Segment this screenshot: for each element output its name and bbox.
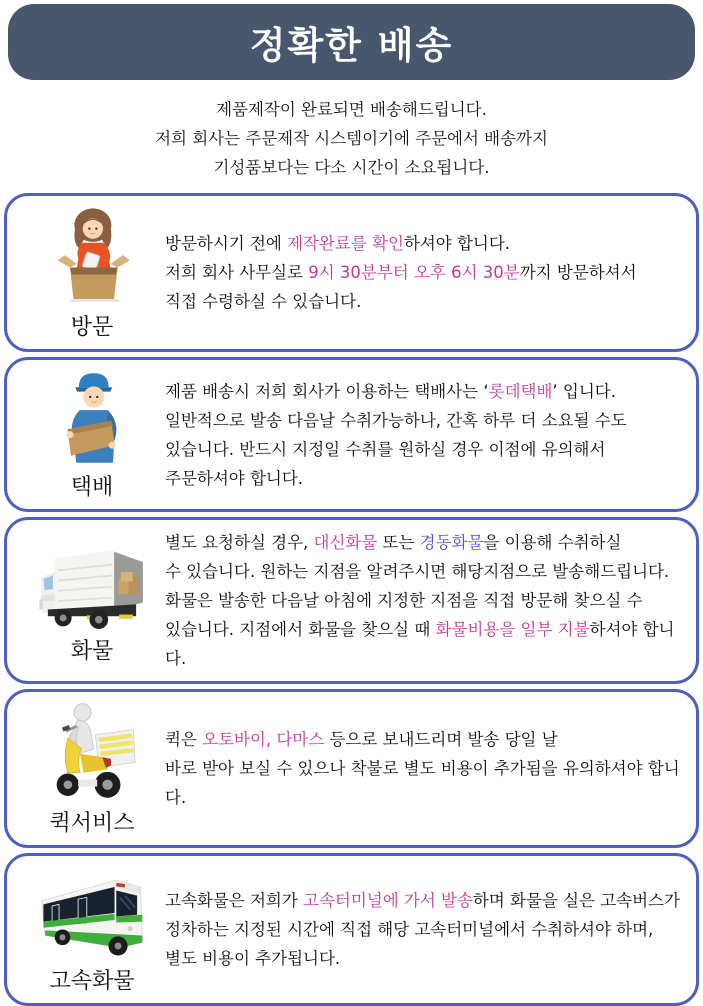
section-visit (4, 193, 699, 352)
text-segment: 직접 수령하실 수 있습니다. (165, 292, 362, 311)
text-line (165, 615, 682, 673)
section-label: 고속화물 (49, 969, 135, 994)
delivery-scooter-icon (42, 700, 142, 804)
highlighted-text: 롯데택배 (488, 381, 553, 401)
text-segment: 별도 요청하실 경우, (165, 533, 314, 552)
delivery-notice-page (0, 4, 703, 994)
highlighted-text: 오토바이, 다마스 (202, 730, 325, 749)
text-segment: 정차하는 지정된 시간에 직접 해당 고속터미널에서 수취하셔야 하며, (165, 920, 654, 939)
text-segment: ’ 입니다. (552, 381, 616, 401)
text-line (165, 377, 682, 406)
text-segment: 있습니다. 지점에서 화물을 찾으실 때 (165, 620, 436, 639)
section-label: 퀵서비스 (49, 811, 135, 836)
text-segment: 제품 배송시 저희 회사가 이용하는 택배사는 ‘ (165, 381, 489, 401)
text-segment: 화물은 발송한 다음날 아침에 지정한 지점을 직접 방문해 찾으실 수 (165, 591, 643, 610)
text-segment: 하셔야 합니다. (165, 620, 675, 668)
visit-icon-column (33, 204, 151, 341)
highlighted-text: 대신화물 (313, 533, 378, 552)
text-segment: 방문하시기 전에 (165, 234, 288, 253)
text-line (165, 944, 682, 973)
text-line (165, 915, 682, 944)
section-express (4, 853, 699, 1006)
text-line (165, 725, 682, 754)
section-text (151, 528, 682, 673)
section-text (151, 229, 682, 316)
text-line (165, 435, 682, 464)
freight-icon-column (33, 536, 151, 665)
text-line (165, 287, 682, 316)
express-bus-icon (33, 864, 151, 962)
text-segment: 있습니다. 반드시 지정일 수취를 원하실 경우 이점에 유의해서 (165, 439, 606, 459)
text-segment: 일반적으로 발송 다음날 수취가능하나, 간혹 하루 더 소요될 수도 (165, 410, 627, 430)
highlighted-text: 경동화물 (419, 533, 484, 552)
page-header (8, 4, 695, 80)
highlighted-text: 9시 30분부터 오후 6시 30분 (308, 263, 520, 282)
text-segment: 또는 (377, 533, 420, 552)
section-label: 화물 (70, 639, 114, 664)
text-segment: 하며 화물을 실은 고속버스가 (472, 891, 680, 910)
text-line (165, 464, 682, 493)
text-line (165, 528, 682, 557)
intro-line: 제품제작이 완료되면 배송해드립니다. (216, 100, 487, 119)
section-label: 방문 (70, 315, 114, 340)
section-text (151, 377, 682, 493)
section-label: 택배 (70, 475, 114, 500)
text-segment: 하셔야 합니다. (403, 234, 511, 253)
intro-line: 저희 회사는 주문제작 시스템이기에 주문에서 배송까지 (155, 129, 548, 148)
intro-line: 기성품보다는 다소 시간이 소요됩니다. (213, 158, 490, 177)
cargo-truck-icon (36, 536, 148, 632)
highlighted-text: 제작완료를 확인 (287, 234, 404, 253)
text-line (165, 886, 682, 915)
woman-packing-box-icon (43, 204, 141, 308)
intro-text (0, 95, 703, 182)
text-line (165, 586, 682, 615)
section-freight (4, 517, 699, 684)
parcel-icon-column (33, 368, 151, 501)
text-line (165, 754, 682, 812)
highlighted-text: 고속터미널에 가서 발송 (303, 891, 473, 910)
text-line (165, 258, 682, 287)
text-segment: 저희 회사 사무실로 (165, 263, 309, 282)
section-text (151, 886, 682, 973)
section-parcel (4, 357, 699, 512)
text-segment: 바로 받아 보실 수 있으나 착불로 별도 비용이 추가됨을 유의하셔야 합니다. (165, 759, 680, 807)
section-list (0, 193, 703, 1006)
highlighted-text: 화물비용을 일부 지불 (435, 620, 590, 639)
text-line (165, 229, 682, 258)
section-quick (4, 689, 699, 848)
quick-icon-column (33, 700, 151, 837)
text-segment: 별도 비용이 추가됩니다. (165, 949, 341, 968)
text-segment: 까지 방문하셔서 (519, 263, 637, 282)
text-line (165, 557, 682, 586)
text-line (165, 406, 682, 435)
text-segment: 주문하셔야 합니다. (165, 468, 304, 488)
text-segment: 고속화물은 저희가 (165, 891, 304, 910)
section-text (151, 725, 682, 812)
express-icon-column (33, 864, 151, 995)
text-segment: 수 있습니다. 원하는 지점을 알려주시면 해당지점으로 발송해드립니다. (165, 562, 670, 581)
text-segment: 등으로 보내드리며 발송 당일 날 (324, 730, 558, 749)
text-segment: 을 이용해 수취하실 (483, 533, 622, 552)
delivery-man-icon (46, 368, 138, 468)
text-segment: 퀵은 (165, 730, 203, 749)
page-title: 정확한 배송 (249, 24, 454, 67)
